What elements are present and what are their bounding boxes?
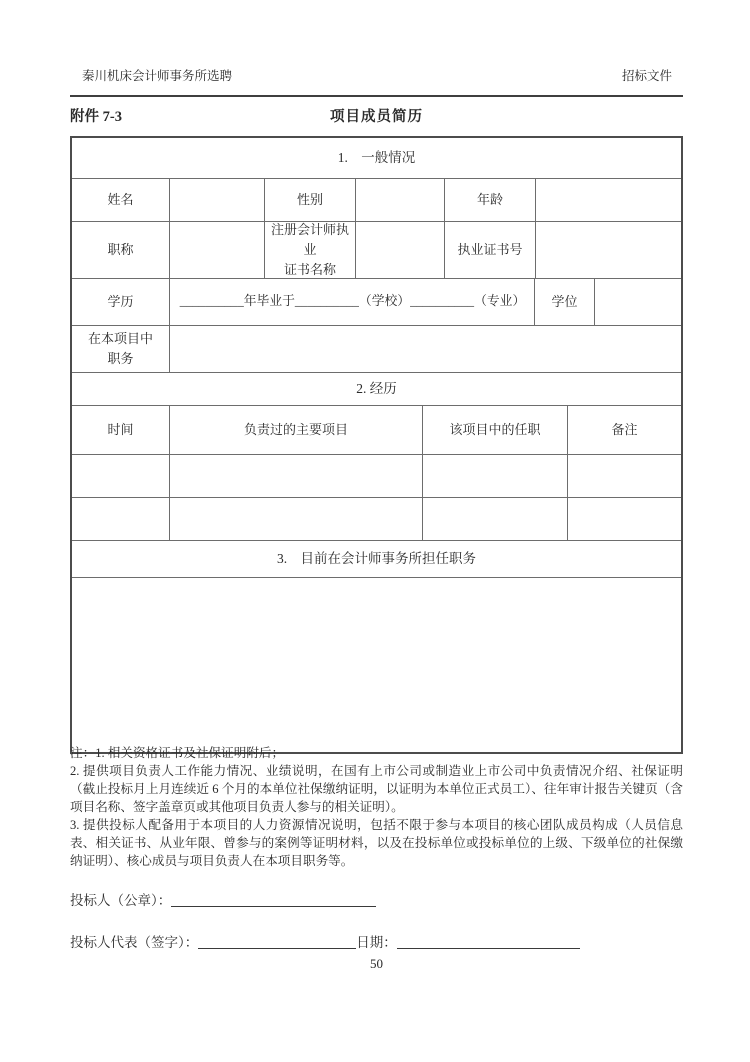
cpa-cert-value-cell (355, 222, 444, 278)
degree-label: 学位 (534, 279, 594, 325)
project-role-label (72, 326, 169, 372)
section2-heading: 2. 经历 (356, 380, 397, 396)
col-time-header: 时间 (107, 421, 134, 437)
date-blank (397, 934, 580, 949)
experience-header-row (72, 405, 681, 454)
bidder-rep-blank (198, 934, 356, 949)
resume-form-table (70, 136, 683, 754)
header-rule (70, 95, 683, 97)
cpa-cert-label-line2: 证书名称 (283, 262, 336, 278)
note-line-2: 2. 提供项目负责人工作能力情况、业绩说明，在国有上市公司或制造业上市公司中负责情况介绍、社保证明（截止投标月上月连续近 6 个月的本单位社保缴纳证明，以证明为本单位正式员工）、往年审计报告关键页（含项目名称、签字盖章页或其他项目负责人参与的相关证明）。 (70, 764, 683, 814)
section1-heading: 1. 一般情况 (337, 149, 416, 165)
cpa-cert-label-line1: 注册会计师执业 (270, 222, 349, 257)
title-cert-row (72, 221, 681, 278)
section2-heading-row (72, 372, 681, 405)
note-line-3: 3. 提供投标人配备用于本项目的人力资源情况说明，包括不限于参与本项目的核心团队成员构成（人员信息表、相关证书、从业年限、曾参与的案例等证明材料，以及在投标单位或投标单位的上级、下级单位的社保缴纳证明）、核心成员与项目负责人在本项目职务等。 (70, 818, 683, 868)
bidder-seal-blank (171, 892, 376, 907)
bidder-seal-line (70, 889, 376, 909)
role-cell (422, 498, 567, 540)
name-value-cell (169, 179, 264, 221)
cert-no-value-cell (535, 222, 681, 278)
cert-no-label: 执业证书号 (444, 222, 535, 278)
title-label: 职称 (107, 241, 134, 257)
bidder-rep-label: 投标人代表（签字）： (70, 935, 199, 950)
note-line-1: 注：1. 相关资格证书及社保证明附后； (70, 746, 285, 760)
notes-block (70, 744, 683, 870)
title-row (70, 105, 683, 125)
section1-heading-row (72, 138, 681, 178)
education-blank-line: __________年毕业于__________（学校）__________（专业） (169, 279, 534, 325)
col-remark-header: 备注 (567, 406, 681, 454)
age-value-cell (535, 179, 681, 221)
project-role-label-line2: 职务 (107, 351, 134, 366)
project-role-row (72, 325, 681, 372)
col-role-header: 该项目中的任职 (422, 406, 567, 454)
title-value-cell (169, 222, 264, 278)
gender-value-cell (355, 179, 444, 221)
cpa-cert-label (264, 222, 355, 278)
header-right-text: 招标文件 (621, 69, 672, 83)
time-cell (72, 498, 169, 540)
age-label: 年龄 (444, 179, 535, 221)
education-row (72, 278, 681, 325)
role-cell (422, 455, 567, 497)
gender-label: 性别 (264, 179, 355, 221)
page-number: 50 (370, 956, 383, 971)
section3-heading: 3. 目前在会计师事务所担任职务 (276, 550, 477, 566)
remark-cell (567, 455, 681, 497)
degree-value-cell (594, 279, 681, 325)
attachment-label: 附件 7-3 (70, 109, 122, 125)
education-label: 学历 (107, 293, 134, 309)
date-label: 日期： (356, 935, 397, 950)
header-left-text: 秦川机床会计师事务所选聘 (82, 69, 233, 83)
section3-heading-row (72, 540, 681, 577)
bidder-representative-line (70, 931, 580, 951)
name-label: 姓名 (107, 191, 134, 207)
remark-cell (567, 498, 681, 540)
time-cell (72, 455, 169, 497)
bidder-seal-label: 投标人（公章）： (70, 893, 172, 908)
projects-cell (169, 498, 422, 540)
project-role-label-line1: 在本项目中 (87, 330, 153, 346)
projects-cell (169, 455, 422, 497)
experience-empty-row (72, 454, 681, 497)
project-role-value-cell (169, 326, 681, 372)
experience-empty-row (72, 497, 681, 540)
section3-content-row (72, 577, 681, 752)
current-position-cell (72, 578, 681, 752)
col-projects-header: 负责过的主要项目 (169, 406, 422, 454)
page-title: 项目成员简历 (330, 109, 423, 125)
name-gender-age-row (72, 178, 681, 221)
